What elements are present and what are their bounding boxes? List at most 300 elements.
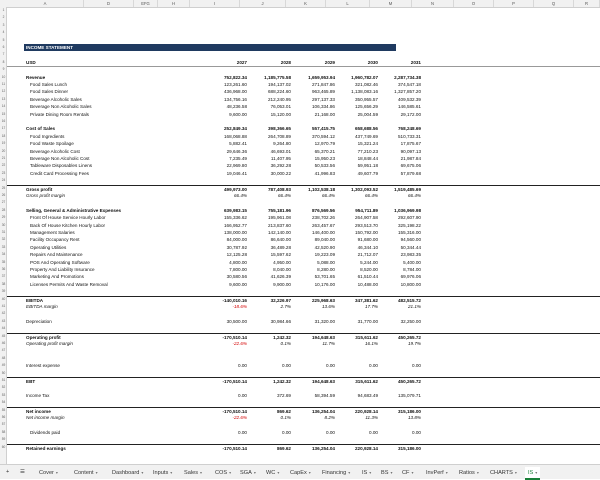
- cell-value[interactable]: -140,010.16: [222, 297, 247, 303]
- cell-value[interactable]: 370,594.12: [312, 133, 335, 139]
- row-number[interactable]: 20: [1, 148, 6, 153]
- cell-value[interactable]: 293,513.70: [355, 222, 378, 228]
- table-row[interactable]: [7, 436, 600, 443]
- cell-value[interactable]: 5,400.00: [403, 259, 421, 265]
- chevron-down-icon[interactable]: ▾: [390, 470, 393, 475]
- cell-value[interactable]: 30,000.22: [270, 170, 291, 176]
- cell-value[interactable]: 1,519,485.69: [394, 186, 421, 192]
- cell-value[interactable]: 0.00: [412, 363, 421, 369]
- cell-value[interactable]: 315,611.62: [355, 334, 378, 340]
- cell-value[interactable]: 350,955.57: [355, 96, 378, 102]
- cell-value[interactable]: 372.69: [276, 392, 291, 398]
- row-number[interactable]: 34: [1, 252, 6, 257]
- cell-value[interactable]: 12,970.79: [314, 141, 335, 147]
- table-row[interactable]: [7, 340, 600, 347]
- cell-value[interactable]: 499,973.00: [224, 186, 247, 192]
- cell-value[interactable]: -22.6%: [232, 415, 247, 420]
- column-header-m[interactable]: M: [370, 0, 412, 7]
- cell-value[interactable]: 0.00: [412, 429, 421, 435]
- table-row[interactable]: [7, 370, 600, 377]
- column-header-l[interactable]: L: [326, 0, 370, 7]
- cell-value[interactable]: 90,097.13: [400, 148, 421, 154]
- cell-value[interactable]: 315,186.00: [398, 408, 421, 414]
- row-number[interactable]: 49: [1, 363, 6, 368]
- table-row[interactable]: [7, 103, 600, 110]
- cell-value[interactable]: 755,181.96: [268, 207, 291, 213]
- cell-value[interactable]: 0.00: [326, 363, 335, 369]
- cell-value[interactable]: 69,675.06: [400, 163, 421, 169]
- row-number[interactable]: 41: [1, 304, 6, 308]
- cell-value[interactable]: 13.6%: [321, 304, 335, 309]
- cell-value[interactable]: 21,987.84: [400, 156, 421, 161]
- cell-value[interactable]: 41,626.39: [270, 274, 291, 280]
- table-row[interactable]: [7, 259, 600, 266]
- row-number[interactable]: 6: [2, 45, 5, 49]
- cell-value[interactable]: 77,210.23: [357, 148, 378, 154]
- cell-value[interactable]: 436,968.00: [224, 89, 247, 95]
- chevron-down-icon[interactable]: ▾: [308, 470, 311, 475]
- table-row[interactable]: [7, 192, 600, 199]
- row-number[interactable]: 4: [2, 30, 5, 35]
- cell-value[interactable]: 36,489.28: [270, 244, 291, 250]
- row-number[interactable]: 25: [1, 185, 6, 190]
- cell-value[interactable]: 8,784.00: [403, 267, 421, 272]
- table-row[interactable]: [7, 229, 600, 236]
- cell-value[interactable]: 11,407.95: [270, 156, 291, 161]
- row-number[interactable]: 52: [1, 385, 6, 390]
- cell-value[interactable]: 8.2%: [324, 415, 335, 420]
- cell-value[interactable]: 42,520.90: [314, 244, 335, 250]
- row-number[interactable]: 1: [2, 8, 5, 12]
- table-row[interactable]: [7, 148, 600, 155]
- row-number[interactable]: 26: [1, 193, 6, 197]
- cell-value[interactable]: 238,702.26: [312, 215, 335, 221]
- table-row[interactable]: [7, 318, 600, 325]
- table-row[interactable]: [7, 7, 600, 14]
- cell-value[interactable]: 963,465.89: [312, 89, 335, 95]
- cell-value[interactable]: 65,370.21: [314, 148, 335, 154]
- cell-value[interactable]: 4,950.00: [273, 259, 291, 265]
- table-row[interactable]: [7, 266, 600, 273]
- row-number[interactable]: 14: [1, 104, 6, 109]
- chevron-down-icon[interactable]: ▾: [445, 470, 448, 475]
- column-header-i[interactable]: I: [190, 0, 240, 7]
- row-number[interactable]: 15: [1, 111, 6, 116]
- cell-value[interactable]: 155,316.00: [398, 230, 421, 235]
- table-row[interactable]: [7, 214, 600, 221]
- cell-value[interactable]: 347,381.62: [355, 297, 378, 303]
- cell-value[interactable]: 0.00: [369, 363, 378, 369]
- table-row[interactable]: [7, 362, 600, 369]
- cell-value[interactable]: 142,140.00: [268, 230, 291, 235]
- cell-value[interactable]: 21,168.00: [314, 111, 335, 117]
- cell-value[interactable]: 30,500.00: [226, 318, 247, 324]
- row-number[interactable]: 59: [1, 437, 6, 442]
- row-number[interactable]: 40: [1, 296, 6, 301]
- cell-value[interactable]: 8,280.00: [317, 267, 335, 272]
- sheet-tab-capex[interactable]: [290, 467, 311, 478]
- cell-value[interactable]: 30,580.56: [226, 274, 247, 280]
- chevron-down-icon[interactable]: ▾: [369, 470, 372, 475]
- cell-value[interactable]: 17,875.67: [400, 141, 421, 147]
- cell-value[interactable]: 18,848.44: [357, 156, 378, 161]
- row-number[interactable]: 60: [1, 444, 6, 449]
- cell-value[interactable]: 15,120.00: [270, 111, 291, 117]
- sheet-tab-is[interactable]: [362, 467, 371, 478]
- cell-value[interactable]: 13.8%: [407, 415, 421, 420]
- cell-value[interactable]: 212,240.95: [268, 96, 291, 102]
- cell-value[interactable]: 220,928.14: [355, 445, 378, 451]
- table-row[interactable]: [7, 66, 600, 73]
- cell-value[interactable]: 168,068.88: [224, 133, 247, 139]
- cell-value[interactable]: 1,302,093.52: [351, 186, 378, 192]
- row-number[interactable]: 30: [1, 222, 6, 227]
- cell-value[interactable]: 0.00: [238, 392, 247, 398]
- table-row[interactable]: [7, 310, 600, 317]
- cell-value[interactable]: 1,185,775.58: [264, 74, 291, 80]
- cell-value[interactable]: 66.4%: [321, 193, 335, 198]
- cell-value[interactable]: 66.4%: [277, 193, 291, 198]
- cell-value[interactable]: 91,680.00: [357, 237, 378, 243]
- table-row[interactable]: [24, 44, 396, 51]
- column-header-n[interactable]: N: [412, 0, 454, 7]
- add-sheet-icon[interactable]: +: [6, 469, 10, 475]
- cell-value[interactable]: 1,036,969.98: [394, 207, 421, 213]
- cell-value[interactable]: 69,976.06: [400, 274, 421, 280]
- row-number[interactable]: 57: [1, 422, 6, 427]
- table-row[interactable]: [7, 22, 600, 29]
- column-header-q[interactable]: Q: [534, 0, 574, 7]
- row-number[interactable]: 56: [1, 415, 6, 419]
- cell-value[interactable]: 1,327,857.20: [394, 89, 421, 95]
- row-number[interactable]: 18: [1, 133, 6, 138]
- row-number[interactable]: 33: [1, 244, 6, 249]
- cell-value[interactable]: 106,334.86: [312, 104, 335, 110]
- cell-value[interactable]: 25,004.59: [357, 111, 378, 117]
- table-row[interactable]: [7, 236, 600, 243]
- row-number[interactable]: 44: [1, 326, 6, 331]
- chevron-down-icon[interactable]: ▾: [170, 470, 173, 475]
- table-row[interactable]: [7, 140, 600, 147]
- cell-value[interactable]: 213,837.60: [268, 222, 291, 228]
- cell-value[interactable]: 134,756.16: [224, 96, 247, 102]
- sheet-tab-sga[interactable]: [240, 467, 256, 478]
- table-row[interactable]: [7, 273, 600, 280]
- cell-value[interactable]: 10,488.00: [357, 281, 378, 287]
- row-number[interactable]: 11: [1, 82, 6, 86]
- table-row[interactable]: [7, 392, 600, 399]
- cell-value[interactable]: 398,366.65: [268, 126, 291, 132]
- cell-value[interactable]: 36,292.28: [270, 163, 291, 169]
- row-number[interactable]: 9: [2, 67, 5, 72]
- cell-value[interactable]: 15,597.62: [270, 252, 291, 258]
- table-row[interactable]: [7, 421, 600, 428]
- cell-value[interactable]: 688,224.60: [268, 89, 291, 95]
- cell-value[interactable]: 135,079.71: [398, 392, 421, 398]
- cell-value[interactable]: 22,969.80: [226, 163, 247, 169]
- row-number[interactable]: 51: [1, 378, 6, 382]
- spreadsheet-grid[interactable]: [7, 7, 600, 464]
- table-row[interactable]: [7, 207, 600, 214]
- cell-value[interactable]: 41,996.83: [314, 170, 335, 176]
- cell-value[interactable]: 658,688.56: [355, 126, 378, 132]
- row-number[interactable]: 21: [1, 156, 6, 160]
- table-row[interactable]: [7, 125, 600, 132]
- table-row[interactable]: [7, 399, 600, 406]
- column-header-o[interactable]: O: [454, 0, 494, 7]
- cell-value[interactable]: 482,515.72: [398, 297, 421, 303]
- cell-value[interactable]: 194,137.02: [268, 82, 291, 87]
- cell-value[interactable]: 869.62: [276, 445, 291, 451]
- row-number[interactable]: 46: [1, 341, 6, 345]
- table-row[interactable]: [7, 37, 600, 44]
- cell-value[interactable]: 8,040.00: [273, 267, 291, 272]
- cell-value[interactable]: 5,088.00: [317, 259, 335, 265]
- cell-value[interactable]: 9,600.00: [229, 111, 247, 117]
- cell-value[interactable]: 84,000.00: [226, 237, 247, 243]
- table-row[interactable]: [7, 74, 600, 81]
- cell-value[interactable]: 32,250.00: [400, 318, 421, 324]
- row-number[interactable]: 42: [1, 311, 6, 316]
- table-row[interactable]: [7, 81, 600, 88]
- table-row[interactable]: [7, 281, 600, 288]
- table-row[interactable]: [7, 303, 600, 310]
- table-row[interactable]: [7, 325, 600, 332]
- table-row[interactable]: [7, 222, 600, 229]
- cell-value[interactable]: 19.7%: [407, 341, 421, 346]
- cell-value[interactable]: 9,264.80: [273, 141, 291, 147]
- cell-value[interactable]: 9,900.00: [273, 281, 291, 287]
- cell-value[interactable]: 94,683.49: [357, 392, 378, 398]
- row-number[interactable]: 12: [1, 89, 6, 94]
- cell-value[interactable]: 2028: [280, 59, 291, 65]
- row-number[interactable]: 17: [1, 126, 6, 131]
- cell-value[interactable]: 15,950.23: [314, 156, 335, 161]
- row-number[interactable]: 27: [1, 200, 6, 205]
- cell-value[interactable]: 32,226.97: [270, 297, 291, 303]
- cell-value[interactable]: 1,659,953.94: [308, 74, 335, 80]
- cell-value[interactable]: 557,415.75: [312, 126, 335, 132]
- column-header-k[interactable]: K: [286, 0, 326, 7]
- chevron-down-icon[interactable]: ▾: [411, 470, 414, 475]
- sheet-tab-cover[interactable]: [39, 467, 58, 478]
- cell-value[interactable]: 58,394.59: [314, 392, 335, 398]
- row-number[interactable]: 23: [1, 170, 6, 175]
- cell-value[interactable]: 409,532.39: [398, 96, 421, 102]
- table-row[interactable]: [7, 51, 600, 58]
- cell-value[interactable]: 8,520.00: [360, 267, 378, 272]
- sheet-tab-charts[interactable]: [490, 467, 517, 478]
- chevron-down-icon[interactable]: ▾: [253, 470, 256, 475]
- cell-value[interactable]: 86,640.00: [270, 237, 291, 243]
- cell-value[interactable]: 49,607.79: [357, 170, 378, 176]
- cell-value[interactable]: 1,242.32: [273, 334, 291, 340]
- row-number[interactable]: 29: [1, 215, 6, 220]
- table-row[interactable]: [7, 355, 600, 362]
- cell-value[interactable]: 61,510.44: [357, 274, 378, 280]
- cell-value[interactable]: 768,248.69: [398, 126, 421, 132]
- column-header-d[interactable]: D: [84, 0, 134, 7]
- table-row[interactable]: [7, 111, 600, 118]
- row-number[interactable]: 43: [1, 318, 6, 323]
- sheet-tab-sales[interactable]: [184, 467, 202, 478]
- cell-value[interactable]: 315,611.62: [355, 379, 378, 384]
- table-row[interactable]: [7, 288, 600, 295]
- row-number[interactable]: 22: [1, 163, 6, 168]
- cell-value[interactable]: 0.00: [282, 429, 291, 435]
- cell-value[interactable]: -170,510.14: [222, 379, 247, 384]
- cell-value[interactable]: 7,800.00: [229, 267, 247, 272]
- sheet-tab-ratios[interactable]: [459, 467, 479, 478]
- table-row[interactable]: [7, 244, 600, 251]
- cell-value[interactable]: 195,961.08: [268, 215, 291, 221]
- cell-value[interactable]: 0.00: [282, 363, 291, 369]
- cell-value[interactable]: 5,244.00: [360, 259, 378, 265]
- cell-value[interactable]: 0.1%: [280, 415, 291, 420]
- table-row[interactable]: [7, 384, 600, 391]
- cell-value[interactable]: 155,336.62: [224, 215, 247, 221]
- cell-value[interactable]: 50,344.44: [400, 244, 421, 250]
- cell-value[interactable]: 48,236.58: [226, 104, 247, 110]
- cell-value[interactable]: 9,600.00: [229, 281, 247, 287]
- row-number[interactable]: 48: [1, 355, 6, 360]
- all-sheets-menu-icon[interactable]: ☰: [20, 469, 26, 475]
- cell-value[interactable]: 264,708.89: [268, 133, 291, 139]
- cell-value[interactable]: 31,770.00: [357, 318, 378, 324]
- sheet-tab-content[interactable]: [74, 467, 98, 478]
- row-number[interactable]: 35: [1, 259, 6, 264]
- table-row[interactable]: [7, 429, 600, 436]
- sheet-tab-inputs[interactable]: [153, 467, 172, 478]
- row-number[interactable]: 38: [1, 281, 6, 286]
- row-number[interactable]: 16: [1, 119, 6, 123]
- chevron-down-icon[interactable]: ▾: [229, 470, 232, 475]
- cell-value[interactable]: 2029: [324, 59, 335, 65]
- column-header-h[interactable]: H: [158, 0, 190, 7]
- table-row[interactable]: [7, 88, 600, 95]
- table-row[interactable]: [7, 118, 600, 125]
- cell-value[interactable]: 123,261.60: [224, 82, 247, 87]
- table-row[interactable]: [7, 177, 600, 184]
- table-row[interactable]: [7, 414, 600, 421]
- cell-value[interactable]: 23,983.35: [400, 252, 421, 258]
- chevron-down-icon[interactable]: ▾: [55, 470, 59, 475]
- row-number[interactable]: 47: [1, 348, 6, 353]
- cell-value[interactable]: 315,186.00: [398, 445, 421, 451]
- cell-value[interactable]: 225,968.63: [312, 297, 335, 303]
- chevron-down-icon[interactable]: ▾: [348, 470, 351, 475]
- cell-value[interactable]: 5,882.41: [229, 141, 247, 147]
- cell-value[interactable]: 292,607.90: [398, 215, 421, 221]
- cell-value[interactable]: 220,928.14: [355, 408, 378, 414]
- cell-value[interactable]: 271,847.86: [312, 82, 335, 87]
- cell-value[interactable]: -170,510.14: [222, 445, 247, 451]
- column-header-a[interactable]: A: [7, 0, 84, 7]
- table-row[interactable]: [7, 444, 600, 452]
- table-row[interactable]: [7, 199, 600, 206]
- row-number[interactable]: 2: [2, 15, 5, 20]
- cell-value[interactable]: 10,800.00: [400, 281, 421, 287]
- cell-value[interactable]: 321,082.46: [355, 82, 378, 87]
- cell-value[interactable]: 510,733.31: [398, 133, 421, 139]
- cell-value[interactable]: 50,533.56: [314, 163, 335, 169]
- cell-value[interactable]: 66.4%: [364, 193, 378, 198]
- cell-value[interactable]: 4,800.00: [229, 259, 247, 265]
- cell-value[interactable]: 0.00: [238, 363, 247, 369]
- column-header-r[interactable]: R: [574, 0, 600, 7]
- cell-value[interactable]: 264,907.58: [355, 215, 378, 221]
- sheet-tab-financing[interactable]: [322, 467, 350, 478]
- cell-value[interactable]: 15,321.24: [357, 141, 378, 147]
- cell-value[interactable]: 0.1%: [280, 341, 291, 346]
- chevron-down-icon[interactable]: ▾: [514, 470, 518, 475]
- cell-value[interactable]: 46,693.01: [270, 148, 291, 154]
- cell-value[interactable]: 252,849.34: [224, 126, 247, 132]
- sheet-tab-invperf[interactable]: [426, 467, 448, 478]
- row-number[interactable]: 24: [1, 178, 6, 183]
- table-row[interactable]: [7, 347, 600, 354]
- cell-value[interactable]: 7,235.49: [229, 156, 247, 161]
- cell-value[interactable]: 29,646.36: [226, 148, 247, 154]
- cell-value[interactable]: 0.00: [238, 429, 247, 435]
- cell-value[interactable]: 10,176.00: [314, 281, 335, 287]
- cell-value[interactable]: 869.62: [276, 408, 291, 414]
- sheet-tab-dashboard[interactable]: [112, 467, 143, 478]
- table-row[interactable]: [7, 162, 600, 169]
- cell-value[interactable]: 166,952.77: [224, 222, 247, 228]
- row-number[interactable]: 36: [1, 267, 6, 271]
- cell-value[interactable]: 11.7%: [322, 341, 335, 346]
- cell-value[interactable]: 89,040.00: [314, 237, 335, 243]
- sheet-tab-wc[interactable]: [266, 467, 279, 478]
- cell-value[interactable]: 30,984.66: [270, 318, 291, 324]
- sheet-tab-is[interactable]: [525, 467, 540, 480]
- cell-value[interactable]: 66.4%: [233, 193, 247, 198]
- row-number[interactable]: 8: [2, 59, 5, 64]
- cell-value[interactable]: 31,320.00: [314, 318, 335, 324]
- row-number[interactable]: 32: [1, 237, 6, 242]
- cell-value[interactable]: -170,510.14: [222, 334, 247, 340]
- chevron-down-icon[interactable]: ▾: [141, 470, 144, 475]
- row-number[interactable]: 13: [1, 96, 6, 101]
- chevron-down-icon[interactable]: ▾: [200, 470, 203, 475]
- row-number[interactable]: 50: [1, 370, 6, 375]
- cell-value[interactable]: 787,408.93: [268, 186, 291, 192]
- cell-value[interactable]: 59,951.18: [357, 163, 378, 169]
- cell-value[interactable]: -170,510.14: [222, 408, 247, 414]
- row-number[interactable]: 45: [1, 333, 6, 338]
- row-number[interactable]: 19: [1, 141, 6, 146]
- cell-value[interactable]: 1,102,538.18: [308, 186, 335, 192]
- row-number[interactable]: 10: [1, 74, 6, 79]
- cell-value[interactable]: 263,457.67: [312, 222, 335, 228]
- chevron-down-icon[interactable]: ▾: [277, 470, 280, 475]
- row-number[interactable]: 5: [2, 37, 5, 42]
- cell-value[interactable]: 66.4%: [407, 193, 421, 198]
- cell-value[interactable]: -18.6%: [232, 304, 247, 309]
- cell-value[interactable]: 1,960,782.07: [351, 74, 378, 80]
- sheet-tab-cf[interactable]: [402, 467, 414, 478]
- cell-value[interactable]: 954,711.89: [355, 207, 378, 213]
- cell-value[interactable]: 2027: [236, 59, 247, 65]
- cell-value[interactable]: 57,879.68: [400, 170, 421, 176]
- row-number[interactable]: 31: [1, 230, 6, 234]
- cell-value[interactable]: 21,712.07: [357, 252, 378, 258]
- cell-value[interactable]: 53,701.65: [314, 274, 335, 280]
- cell-value[interactable]: 2.7%: [280, 304, 291, 309]
- cell-value[interactable]: 146,585.61: [398, 104, 421, 110]
- cell-value[interactable]: 1,242.32: [273, 379, 291, 384]
